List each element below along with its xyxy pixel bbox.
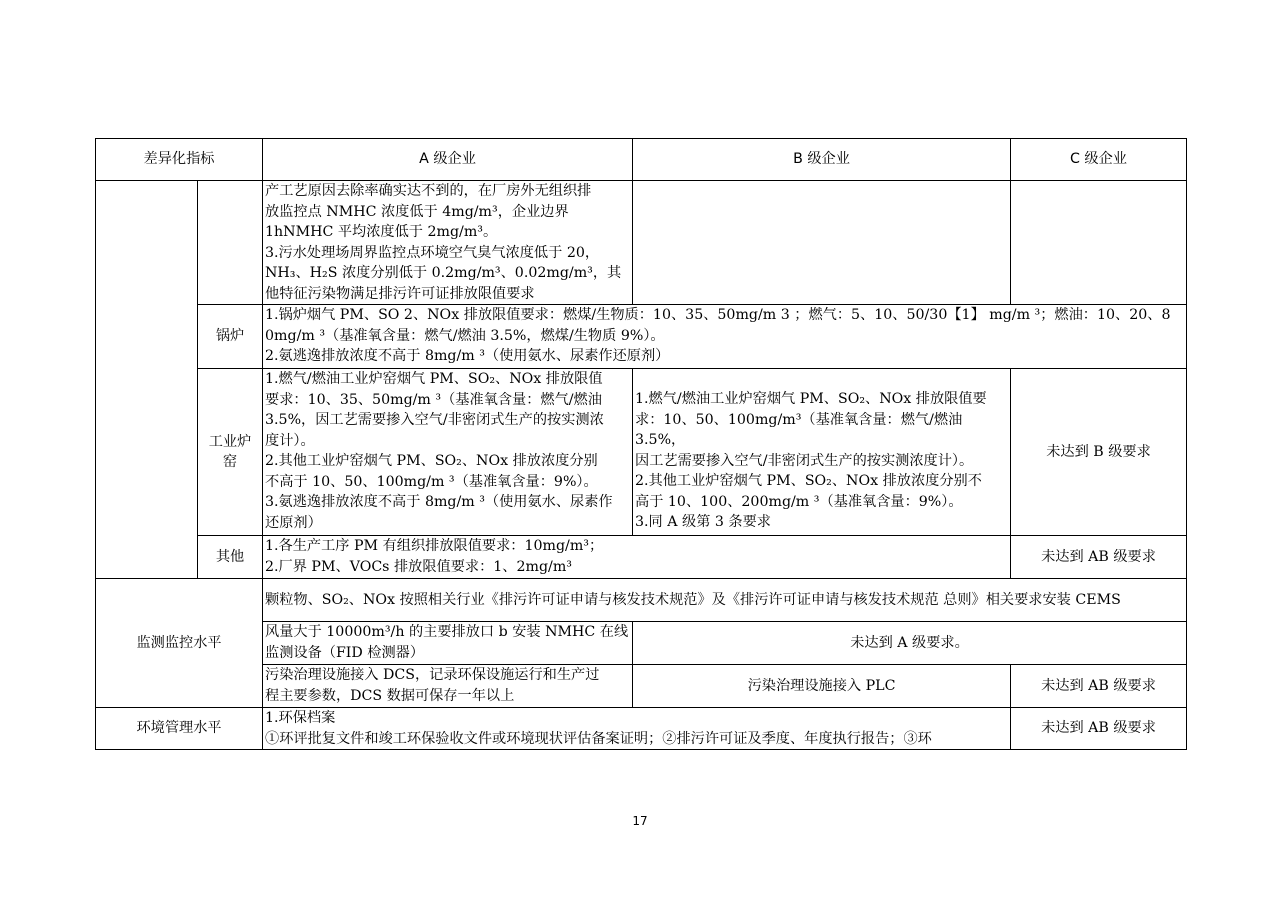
kiln-grade-c: 未达到 B 级要求 [1011,369,1187,536]
env-management-requirements: 1.环保档案 ①环评批复文件和竣工环保验收文件或环境现状评估备案证明；②排污许可证及季度、年度执行报告；③环 [263,708,1011,750]
category-cell-emission [96,181,198,579]
other-grade-c: 未达到 AB 级要求 [1011,536,1187,579]
subcategory-kiln: 工业炉窑 [198,369,263,536]
monitoring-nmhc-a: 风量大于 10000m³/h 的主要排放口 b 安装 NMHC 在线 监测设备（FID 检测器） [263,622,633,665]
header-indicator: 差异化指标 [96,139,263,181]
monitoring-cems: 颗粒物、SO₂、NOx 按照相关行业《排污许可证申请与核发技术规范》及《排污许可证申请与核发技术规范 总则》相关要求安装 CEMS [263,579,1187,622]
kiln-grade-a: 1.燃气/燃油工业炉窑烟气 PM、SO₂、NOx 排放限值 要求：10、35、50mg/m ³（基准氧含量：燃气/燃油 3.5%，因工艺需要掺入空气/非密闭式生产的按实测浓 度计）。 2.其他工业炉窑烟气 PM、SO₂、NOx 排放浓度分别 不高于 10、50、100mg/m ³（基准氧含量：9%）。 3.氨逃逸排放浓度不高于 8mg/m ³（使用氨水、尿素作 还原剂） [263,369,633,536]
header-grade-a: A 级企业 [263,139,633,181]
table-row [96,181,1187,305]
table-row [96,708,1187,750]
table-row [96,579,1187,622]
header-row [96,139,1187,181]
header-grade-c: C 级企业 [1011,139,1187,181]
monitoring-plc-b: 污染治理设施接入 PLC [633,665,1011,708]
page-number: 17 [632,814,648,828]
table-row [96,536,1187,579]
monitoring-dcs-a: 污染治理设施接入 DCS，记录环保设施运行和生产过 程主要参数，DCS 数据可保存一年以上 [263,665,633,708]
subcategory-boiler: 锅炉 [198,305,263,369]
category-monitoring: 监测监控水平 [96,579,263,708]
category-env-management: 环境管理水平 [96,708,263,750]
monitoring-grade-c: 未达到 AB 级要求 [1011,665,1187,708]
standards-table [95,138,1187,750]
header-grade-b: B 级企业 [633,139,1011,181]
table-row [96,305,1187,369]
grade-b-cell [633,181,1011,305]
other-requirements: 1.各生产工序 PM 有组织排放限值要求：10mg/m³； 2.厂界 PM、VOCs 排放限值要求：1、2mg/m³ [263,536,1011,579]
grade-a-cell: 产工艺原因去除率确实达不到的，在厂房外无组织排 放监控点 NMHC 浓度低于 4mg/m³，企业边界 1hNMHC 平均浓度低于 2mg/m³。 3.污水处理场周界监控点环境空气臭气浓度低于 20， NH₃、H₂S 浓度分别低于 0.2mg/m³、0.02mg/m³，其 他特征污染物满足排污许可证排放限值要求 [263,181,633,305]
boiler-requirements: 1.锅炉烟气 PM、SO 2、NOx 排放限值要求：燃煤/生物质：10、35、50mg/m 3 ；燃气：5、10、50/30【1】 mg/m ³；燃油：10、20、8 0mg/m ³（基准氧含量：燃气/燃油 3.5%，燃煤/生物质 9%）。 2.氨逃逸排放浓度不高于 8mg/m ³（使用氨水、尿素作还原剂） [263,305,1187,369]
kiln-grade-b: 1.燃气/燃油工业炉窑烟气 PM、SO₂、NOx 排放限值要 求：10、50、100mg/m³（基准氧含量：燃气/燃油 3.5%， 因工艺需要掺入空气/非密闭式生产的按实测浓度计）。 2.其他工业炉窑烟气 PM、SO₂、NOx 排放浓度分别不 高于 10、100、200mg/m ³（基准氧含量：9%）。 3.同 A 级第 3 条要求 [633,369,1011,536]
table-row [96,369,1187,536]
monitoring-nmhc-bc: 未达到 A 级要求。 [633,622,1187,665]
subcategory-other: 其他 [198,536,263,579]
grade-c-cell [1011,181,1187,305]
subcategory-cell-empty [198,181,263,305]
env-management-grade-c: 未达到 AB 级要求 [1011,708,1187,750]
